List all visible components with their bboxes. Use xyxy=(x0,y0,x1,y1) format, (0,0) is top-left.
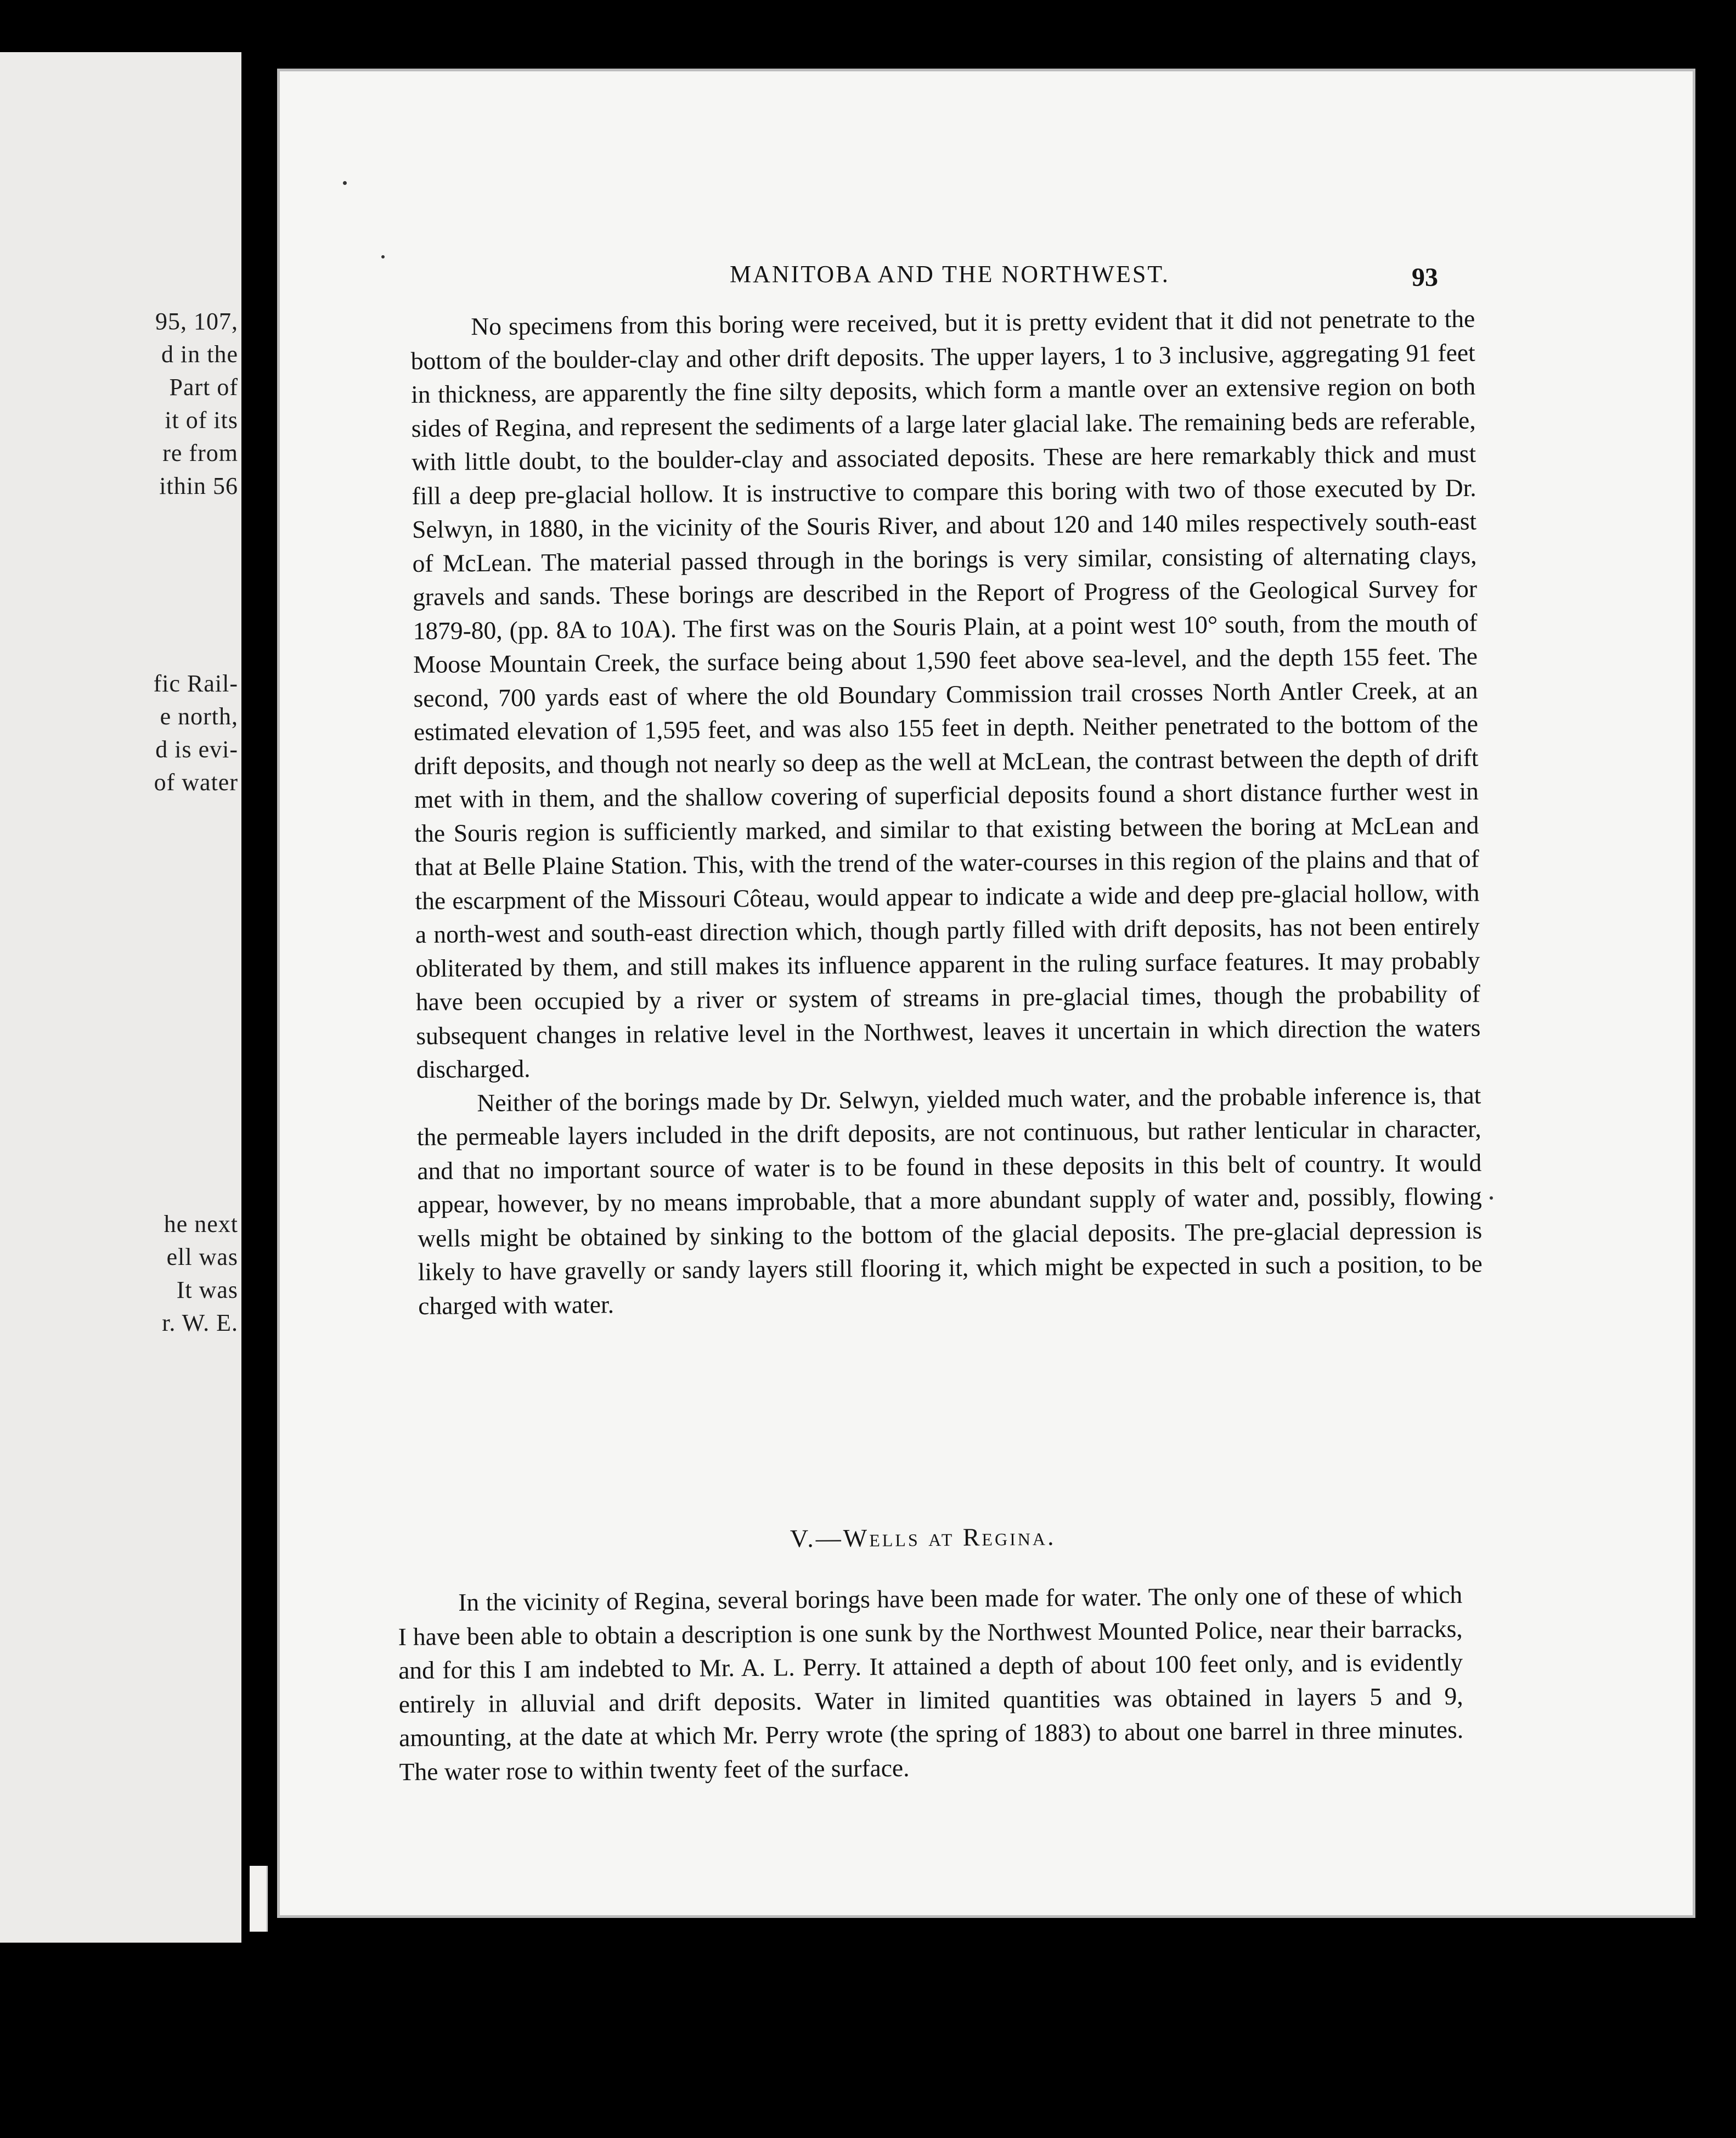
page-stack-edge xyxy=(250,1866,268,1932)
left-fragment-line: 95, 107, xyxy=(155,308,238,335)
right-page xyxy=(277,69,1695,1918)
left-fragment-line: r. W. E. xyxy=(162,1309,238,1336)
page-number: 93 xyxy=(1412,263,1438,292)
left-fragment-line: of water xyxy=(154,769,238,796)
section-body-text xyxy=(398,1578,1464,1788)
print-speck xyxy=(381,255,385,258)
left-fragment-line: Part of xyxy=(169,374,238,401)
paragraph: In the vicinity of Regina, several borings have been made for water. The only one of these of which I have been able to obtain a description is one sunk by the Northwest Mounted Police, near their barracks, and for this I am indebted to Mr. A. L. Perry. It attained a depth of about 100 feet only, and is evidently entirely in alluvial and drift deposits. Water in limited quantities was obtained in layers 5 and 9, amounting, at the date at which Mr. Perry wrote (the spring of 1883) to about one barrel in three minutes. The water rose to within twenty feet of the surface. xyxy=(398,1580,1464,1786)
left-fragment-line: It was xyxy=(176,1276,238,1303)
left-fragment-line: e north, xyxy=(160,703,238,730)
print-speck xyxy=(1490,1196,1493,1200)
main-body-text xyxy=(410,302,1483,1323)
left-fragment-line: ithin 56 xyxy=(159,472,238,499)
print-speck xyxy=(343,181,347,185)
left-fragment-line: d in the xyxy=(161,341,238,368)
left-fragment-line: fic Rail- xyxy=(153,670,238,697)
section-heading: V.—Wells at Regina. xyxy=(790,1522,1056,1552)
left-fragment-line: d is evi- xyxy=(155,736,238,763)
paragraph: Neither of the borings made by Dr. Selwyn, yielded much water, and the probable inference is, that the permeable layers included in the drift deposits, are not continuous, but rather lenticular in character, and that no important source of water is to be found in these deposits in this belt of country. It would appear, however, by no means improbable, that a more abundant supply of water and, possibly, flowing wells might be obtained by sinking to the bottom of the glacial deposits. The pre-glacial depression is likely to have gravelly or sandy layers still flooring it, which might be expected in such a position, to be charged with water. xyxy=(416,1081,1483,1320)
left-fragment-line: re from xyxy=(162,440,238,466)
left-page xyxy=(0,52,241,1943)
left-fragment-line: he next xyxy=(164,1211,238,1237)
running-header: MANITOBA AND THE NORTHWEST. xyxy=(730,261,1170,288)
left-fragment-line: it of its xyxy=(165,407,238,434)
left-fragment-line: ell was xyxy=(166,1244,238,1270)
paragraph: No specimens from this boring were received, but it is pretty evident that it did not penetrate to the bottom of the boulder-clay and other drift deposits. The upper layers, 1 to 3 inclusive, aggregating 91 feet in thickness, are apparently the fine silty deposits, which form a mantle over an extensive region on both sides of Regina, and represent the sediments of a large later glacial lake. The remaining beds are referable, with little doubt, to the boulder-clay and associated deposits. These are here remarkably thick and must fill a deep pre-glacial hollow. It is instructive to compare this boring with two of those executed by Dr. Selwyn, in 1880, in the vicinity of the Souris River, and about 120 and 140 miles respectively south-east of McLean. The material passed through in the borings is very similar, consisting of alternating clays, gravels and sands. These borings are described in the Report of Progress of the Geological Survey for 1879-80, (pp. 8A to 10A). The first was on the Souris Plain, at a point west 10° south, from the mouth of Moose Mountain Creek, the surface being about 1,590 feet above sea-level, and the depth 155 feet. The second, 700 yards east of where the old Boundary Commission trail crosses North Antler Creek, at an estimated elevation of 1,595 feet, and was also 155 feet in depth. Neither penetrated to the bottom of the drift deposits, and though not nearly so deep as the well at McLean, the contrast between the depth of drift met with in them, and the shallow covering of superficial deposits found a short distance further west in the Souris region is sufficiently marked, and similar to that existing between the boring at McLean and that at Belle Plaine Station. This, with the trend of the water-courses in this region of the plains and that of the escarpment of the Missouri Côteau, would appear to indicate a wide and deep pre-glacial hollow, with a north-west and south-east direction which, though partly filled with drift deposits, has not been entirely obliterated by them, and still makes its influence apparent in the ruling surface features. It may probably have been occupied by a river or system of streams in pre-glacial times, though the probability of subsequent changes in relative level in the Northwest, leaves it uncertain in which direction the waters discharged. xyxy=(410,304,1481,1083)
